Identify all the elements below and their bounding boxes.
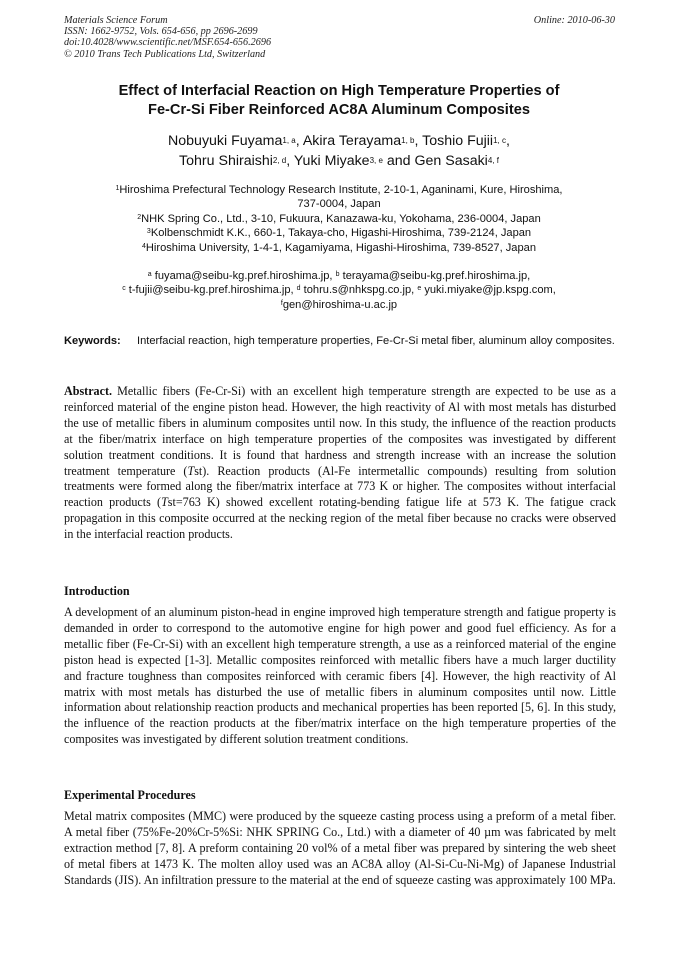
email-f[interactable]: gen@hiroshima-u.ac.jp: [282, 298, 398, 311]
author-name: Toshio Fujii: [422, 133, 494, 149]
author-name: Akira Terayama: [302, 133, 402, 149]
author-name: Gen Sasaki: [414, 152, 488, 169]
author-separator: ,: [286, 152, 294, 169]
affiliation-line: 737-0004, Japan: [297, 198, 381, 211]
email-line: $^a$ fuyama@seibu-kg.pref.hiroshima.jp, $^b$ terayama@seibu-kg.pref.hiroshima.jp,: [147, 270, 531, 282]
affiliation-mark: 1: [115, 185, 120, 192]
email-c[interactable]: t-fujii@seibu-kg.pref.hiroshima.jp,: [128, 284, 294, 297]
title-line-2: Fe-Cr-Si Fiber Reinforced AC8A Aluminum Composites: [148, 102, 530, 118]
author-affil-mark: 1, c: [493, 136, 506, 145]
author-affil-mark: 1, a: [282, 136, 296, 145]
author-list: [40, 132, 638, 171]
affiliation-mark: 3: [146, 228, 151, 236]
author-affil-mark: 2, d: [272, 155, 287, 165]
affiliation-mark: 4: [142, 242, 146, 250]
author-separator: ,: [414, 133, 423, 149]
author-affil-mark: 1, b: [401, 136, 415, 145]
journal-name: Materials Science Forum: [64, 15, 168, 26]
author-name: Tohru Shiraishi: [179, 152, 273, 169]
section-heading-introduction: Introduction: [64, 584, 130, 598]
author-separator: and: [382, 152, 415, 169]
email-e[interactable]: yuki.miyake@jp.kspg.com,: [424, 284, 556, 297]
abstract-paragraph: Abstract. Metallic fibers (Fe-Cr-Si) with an excellent high temperature strength are expected to be use as a reinforced material of the engine piston head. However, the high reactivity of Al with most metals has disturbed the use of metallic fibers in aluminum composites until now. In this study, the influence of the reaction products at the fiber/matrix interface on high temperature properties of the composites was investigated by different solution treatment conditions. It is found that hardness and strength increase with an increase the solution treatment temperature (Tst). Reaction products (Al-Fe intermetallic compounds) resulting from solution treatments were formed along the fiber/matrix interface at 773 K or higher. The composites without interfacial reaction products (Tst=763 K) showed excellent rotating-bending fatigue life at 573 K. The fatigue crack propagation in this composite occurred at the necking region of the metal fiber because no cracks were observed in the interfacial reaction products.: [64, 384, 616, 542]
author-affil-mark: 4, f: [487, 155, 499, 165]
section-heading-experimental: Experimental Procedures: [64, 788, 196, 802]
author-line-2: [40, 152, 638, 172]
introduction-paragraph: A development of an aluminum piston-head in engine improved high temperature strength and fatigue property is demanded in order to correspond to the automotive engine for high power and good fuel efficiency. As for a metallic fiber (Fe-Cr-Si) with an excellent high temperature strength, a use as a reinforced material of the engine piston head is expected [1-3]. Metallic composites reinforced with metallic fibers have a much larger ductility and fracture toughness than composites reinforced with ceramic fibers [4]. However, the high reactivity of Al matrix with most metals has disturbed the use of metallic fibers in aluminum composites until now. Little information about relationship reaction products and mechanical properties has been reported [5, 6]. In this study, the influence of the reaction products at the fiber/matrix interface on the high temperature properties of the composites was investigated by different solution treatment conditions.: [64, 605, 616, 747]
doi-line[interactable]: doi:10.4028/www.scientific.net/MSF.654-656.2696: [64, 37, 272, 49]
author-separator: ,: [506, 133, 510, 149]
affiliation-line: $^1$Hiroshima Prefectural Technology Research Institute, 2-10-1, Aganinami, Kure, Hiroshima,: [115, 184, 563, 196]
email-line: $^c$ t-fujii@seibu-kg.pref.hiroshima.jp, $^d$ tohru.s@nhkspg.co.jp, $^e$ yuki.miyake@jp.kspg.com,: [122, 284, 556, 297]
abstract-label: Abstract.: [64, 384, 113, 398]
email-list: [60, 269, 618, 312]
paper-title: [40, 82, 638, 120]
email-b[interactable]: terayama@seibu-kg.pref.hiroshima.jp,: [342, 270, 531, 282]
affiliation-line: $^4$Hiroshima University, 1-4-1, Kagamiyama, Higashi-Hiroshima, 739-8527, Japan: [142, 241, 536, 254]
author-name: Yuki Miyake: [293, 152, 370, 169]
author-line-1: [40, 132, 638, 152]
affiliation-mark: 2: [137, 213, 142, 221]
email-a[interactable]: fuyama@seibu-kg.pref.hiroshima.jp,: [154, 270, 333, 282]
title-line-1: Effect of Interfacial Reaction on High Temperature Properties of: [118, 83, 560, 99]
affiliation-list: [60, 183, 618, 255]
author-separator: ,: [295, 133, 303, 149]
affiliation-line: $^2$NHK Spring Co., Ltd., 3-10, Fukuura, Kanazawa-ku, Yokohama, 236-0004, Japan: [137, 212, 541, 225]
author-affil-mark: 3, e: [369, 155, 383, 165]
author-name: Nobuyuki Fuyama: [168, 133, 283, 149]
journal-header: [64, 15, 271, 60]
online-date: Online: 2010-06-30: [533, 15, 615, 26]
experimental-paragraph: Metal matrix composites (MMC) were produced by the squeeze casting process using a preform of a metal fiber. A metal fiber (75%Fe-20%Cr-5%Si: NHK SPRING Co., Ltd.) with a diameter of 40 µm was fabricated by melt extraction method [7, 8]. A preform containing 20 vol% of a metal fiber was prepared by sintering the web sheet of metal fibers at 1473 K. The molten alloy used was an AC8A alloy (Al-Si-Cu-Ni-Mg) of Japanese Industrial Standards (JIS). An infiltration pressure to the material at the end of squeeze casting was approximately 100 MPa.: [64, 809, 616, 887]
email-line: $^f$gen@hiroshima-u.ac.jp: [280, 298, 398, 311]
copyright-line: © 2010 Trans Tech Publications Ltd, Switzerland: [64, 48, 266, 60]
keywords-label: Keywords:: [64, 335, 121, 347]
issn-line: ISSN: 1662-9752, Vols. 654-656, pp 2696-2699: [64, 26, 258, 38]
email-d[interactable]: tohru.s@nhkspg.co.jp,: [303, 284, 415, 297]
keywords-text: Interfacial reaction, high temperature properties, Fe-Cr-Si metal fiber, aluminum alloy composites.: [137, 335, 615, 347]
affiliation-line: $^3$Kolbenschmidt K.K., 660-1, Takaya-cho, Higashi-Hiroshima, 739-2124, Japan: [146, 227, 532, 240]
